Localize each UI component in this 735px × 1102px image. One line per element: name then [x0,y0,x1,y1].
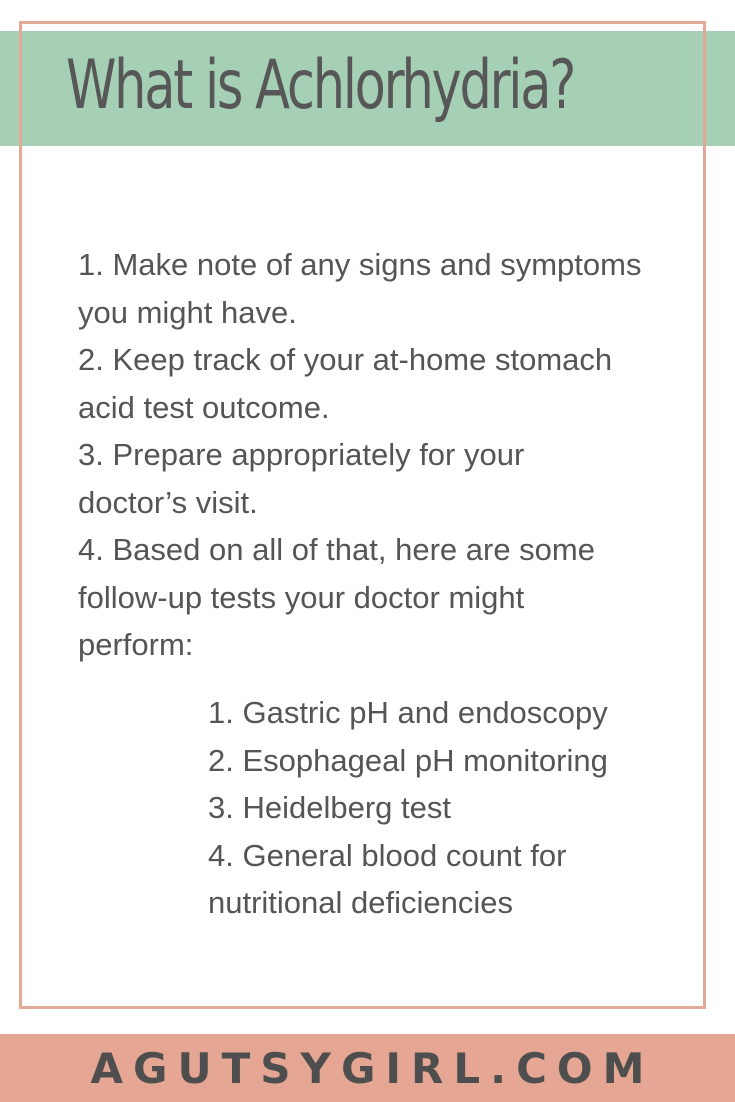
test-line: nutritional deficiencies [208,885,514,920]
step-line: 3. Prepare appropriately for your [78,437,525,472]
steps-list [78,241,678,669]
step-line: 4. Based on all of that, here are some [78,532,595,567]
site-url: AGUTSYGIRL.COM [90,1044,655,1093]
step-line: acid test outcome. [78,389,330,425]
test-line: 4. General blood count for [208,837,567,873]
step-line: you might have. [78,294,297,330]
test-line: 1. Gastric pH and endoscopy [208,695,608,730]
test-line: 3. Heidelberg test [208,790,451,825]
step-line: perform: [78,627,194,662]
test-line: 2. Esophageal pH monitoring [208,742,608,778]
page-title: What is Achlorhydria? [66,46,575,125]
step-line: 2. Keep track of your at-home stomach [78,342,613,377]
step-line: 1. Make note of any signs and symptoms [78,247,642,282]
footer-banner [0,1034,735,1102]
tests-list [208,689,678,927]
step-line: follow-up tests your doctor might [78,579,525,615]
step-line: doctor’s visit. [78,484,258,520]
